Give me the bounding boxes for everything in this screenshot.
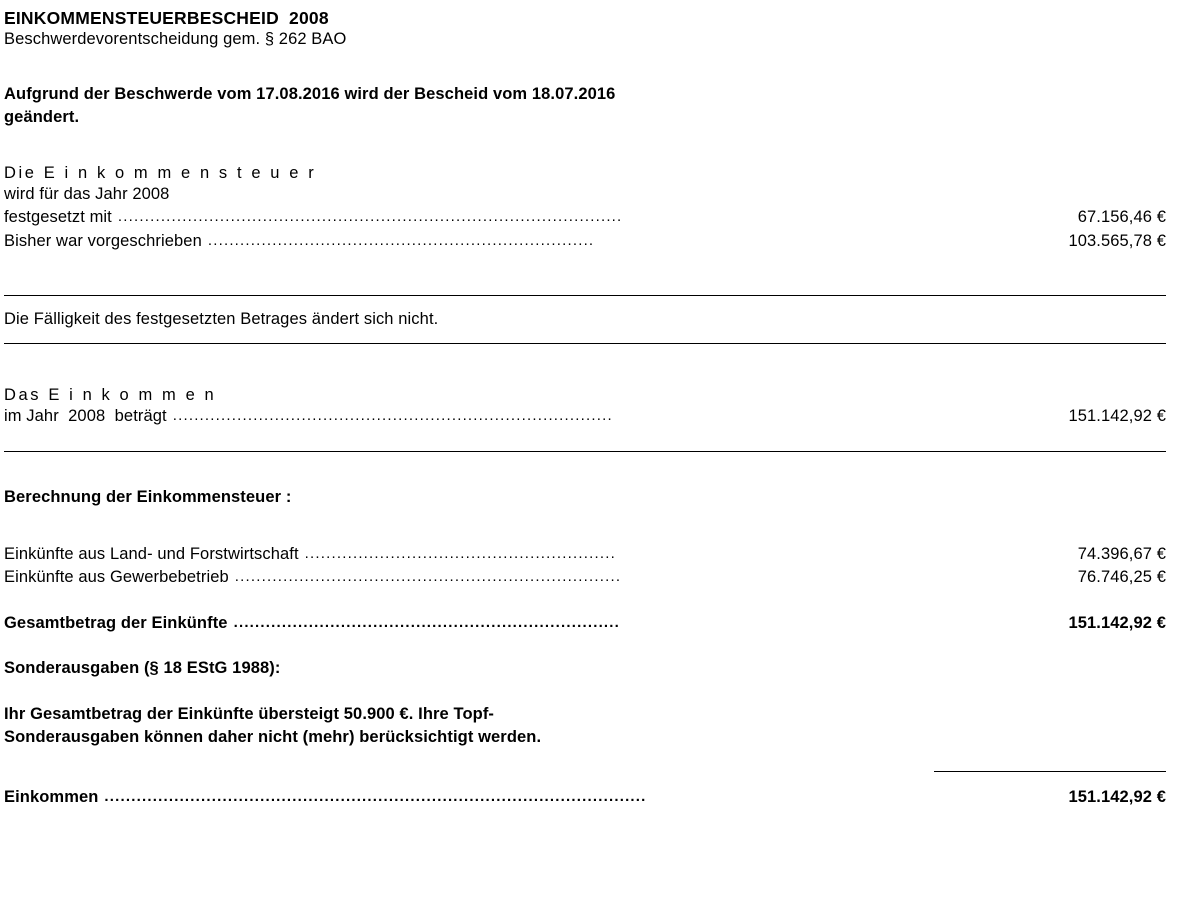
leader-dots: ..................................................................................: [172, 407, 613, 425]
special-expenses-heading: Sonderausgaben (§ 18 EStG 1988):: [4, 659, 281, 678]
intro-line-2: geändert.: [4, 108, 80, 127]
table-row: [4, 566, 1166, 589]
note-line-1: Ihr Gesamtbetrag der Einkünfte übersteigt 50.900 €. Ihre Topf-: [4, 704, 495, 723]
leader-dots: ..........................................................: [304, 544, 616, 562]
note-line-2: Sonderausgaben können daher nicht (mehr) berücksichtigt werden.: [4, 728, 542, 747]
final-income-amount: 151.142,92 €: [1068, 788, 1166, 807]
row-label: im Jahr 2008 beträgt: [4, 407, 167, 426]
leader-dots: .....................................................................................................: [104, 788, 647, 806]
spacer: [4, 681, 1166, 703]
table-row: [4, 405, 1166, 428]
spacer: [4, 509, 1166, 543]
spacer: [4, 49, 1166, 83]
leader-dots: ..............................................................................................: [117, 208, 623, 226]
table-row: [4, 543, 1166, 566]
intro-line-1: Aufgrund der Beschwerde vom 17.08.2016 wird der Bescheid vom 18.07.2016: [4, 85, 616, 103]
total-label: Gesamtbetrag der Einkünfte: [4, 613, 228, 632]
spacer: [4, 344, 1166, 378]
spacer: [4, 329, 1166, 343]
spacer: [4, 590, 1166, 612]
spacer: [4, 749, 1166, 771]
intro-paragraph: [4, 83, 1166, 130]
leader-dots: ........................................................................: [233, 613, 621, 631]
spacer: [4, 130, 1166, 164]
final-income-label: Einkommen: [4, 788, 99, 807]
document-body: [4, 8, 1166, 810]
spacer: [4, 296, 1166, 310]
income-block-heading: Das E i n k o m m e n: [4, 386, 217, 405]
total-amount: 151.142,92 €: [1068, 613, 1166, 632]
row-label: Einkünfte aus Land- und Forstwirtschaft: [4, 544, 299, 563]
table-row: [4, 206, 1166, 229]
row-amount: 103.565,78 €: [1068, 231, 1166, 250]
total-row: [4, 612, 1166, 635]
spacer: [4, 772, 1166, 786]
final-income-row: [4, 786, 1166, 809]
row-label: festgesetzt mit: [4, 208, 112, 227]
document-title: EINKOMMENSTEUERBESCHEID 2008: [4, 8, 329, 28]
spacer: [4, 452, 1166, 486]
spacer: [4, 287, 1166, 295]
due-date-notice: Die Fälligkeit des festgesetzten Betrages ändert sich nicht.: [4, 310, 439, 329]
special-expenses-note: [4, 703, 1166, 750]
row-amount: 74.396,67 €: [1077, 544, 1166, 563]
spacer: [4, 253, 1166, 287]
document-subtitle: Beschwerdevorentscheidung gem. § 262 BAO: [4, 30, 347, 48]
spacer: [4, 635, 1166, 657]
row-amount: 67.156,46 €: [1077, 208, 1166, 227]
spacer: [4, 429, 1166, 451]
spacer: [4, 378, 1166, 386]
row-label: Bisher war vorgeschrieben: [4, 231, 202, 250]
calculation-heading: Berechnung der Einkommensteuer :: [4, 487, 292, 506]
tax-block-subheading: wird für das Jahr 2008: [4, 184, 170, 203]
table-row: [4, 230, 1166, 253]
tax-block-heading: Die E i n k o m m e n s t e u e r: [4, 163, 317, 182]
row-amount: 151.142,92 €: [1068, 407, 1166, 426]
leader-dots: ........................................................................: [207, 231, 595, 249]
row-label: Einkünfte aus Gewerbebetrieb: [4, 568, 229, 587]
leader-dots: ........................................................................: [234, 568, 622, 586]
row-amount: 76.746,25 €: [1077, 568, 1166, 587]
